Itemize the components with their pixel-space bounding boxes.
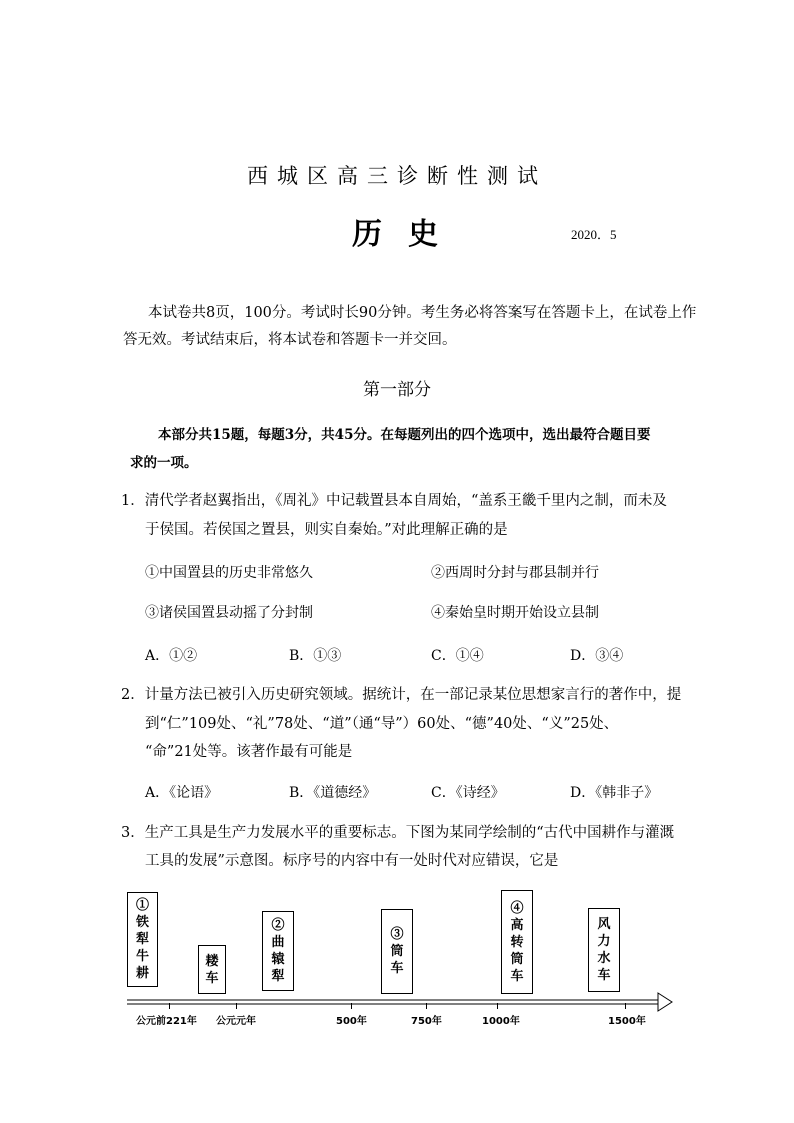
box-tong-che (381, 909, 413, 994)
q3-line-2: 工具的发展”示意图。标序号的内容中有一处时代对应错误，它是 (145, 853, 559, 869)
tick-1500 (625, 1003, 626, 1009)
box-wind-waterwheel (588, 908, 620, 992)
tick-1000 (497, 1003, 498, 1009)
q2-option-a[interactable]: A．《论语》 (145, 785, 219, 801)
tick-year-1 (236, 1003, 237, 1009)
q1-option-b[interactable]: B．①③ (289, 648, 342, 664)
box-curved-plough-label: ②曲辕犁 (271, 918, 285, 984)
box-wind-waterwheel-label: 风力水车 (597, 917, 611, 983)
q2-line-3: “命”21处等。该著作最有可能是 (145, 744, 353, 760)
box-lou-che-label: 耧车 (205, 953, 219, 986)
intro-line-1: 本试卷共8页，100分。考试时长90分钟。考生务必将答案写在答题卡上，在试卷上作 (148, 305, 697, 321)
part-instruction-line-1: 本部分共15题，每题3分，共45分。在每题列出的四个选项中，选出最符合题目要 (158, 427, 651, 443)
q1-line-1: 1．清代学者赵翼指出，《周礼》中记载置县本自周始，“盖系王畿千里内之制，而未及 (121, 493, 667, 509)
q1-line-2: 于侯国。若侯国之置县，则实自秦始。”对此理解正确的是 (145, 522, 508, 538)
q1-statement-3: ③诸侯国置县动摇了分封制 (145, 605, 313, 621)
q2-option-b[interactable]: B．《道德经》 (289, 785, 377, 801)
box-iron-plough-label: ①铁犁牛耕 (135, 898, 149, 981)
tick-750 (426, 1003, 427, 1009)
box-gao-zhuan-tong-che-label: ④高转筒车 (510, 900, 524, 984)
exam-date: 2020．5 (571, 227, 617, 242)
q1-option-a[interactable]: A．①② (145, 648, 198, 664)
intro-line-2: 答无效。考试结束后，将本试卷和答题卡一并交回。 (123, 332, 457, 348)
label-500: 500年 (336, 1016, 367, 1027)
q2-line-1: 2．计量方法已被引入历史研究领域。据统计，在一部记录某位思想家言行的著作中，提 (121, 687, 682, 703)
label-750: 750年 (411, 1016, 442, 1027)
q1-statement-2: ②西周时分封与郡县制并行 (431, 565, 599, 581)
q2-option-d[interactable]: D．《韩非子》 (570, 785, 659, 801)
exam-title: 西城区高三诊断性测试 (247, 164, 547, 188)
part-instruction-line-2: 求的一项。 (130, 455, 198, 471)
q1-statement-1: ①中国置县的历史非常悠久 (145, 565, 313, 581)
q1-option-c[interactable]: C．①④ (431, 648, 484, 664)
box-lou-che (198, 945, 226, 994)
q1-statement-4: ④秦始皇时期开始设立县制 (431, 605, 599, 621)
tick-221bc (169, 1003, 170, 1009)
label-221bc: 公元前221年 (136, 1016, 197, 1027)
label-year-1: 公元元年 (216, 1016, 256, 1027)
label-1500: 1500年 (608, 1016, 646, 1027)
label-1000: 1000年 (482, 1016, 520, 1027)
tick-500 (351, 1003, 352, 1009)
subject-title: 历史 (352, 217, 464, 252)
q3-line-1: 3．生产工具是生产力发展水平的重要标志。下图为某同学绘制的“古代中国耕作与灌溉 (121, 825, 675, 841)
box-gao-zhuan-tong-che (501, 890, 533, 994)
q2-line-2: 到“仁”109处、“礼”78处、“道”（通“导”）60处、“德”40处、“义”25处、 (145, 716, 619, 732)
box-tong-che-label: ③筒车 (390, 927, 404, 976)
tool-timeline (120, 885, 680, 1035)
box-iron-plough (127, 892, 158, 987)
q1-option-d[interactable]: D．③④ (570, 648, 624, 664)
part-title: 第一部分 (363, 380, 431, 400)
box-curved-plough (262, 911, 294, 991)
q2-option-c[interactable]: C．《诗经》 (431, 785, 505, 801)
